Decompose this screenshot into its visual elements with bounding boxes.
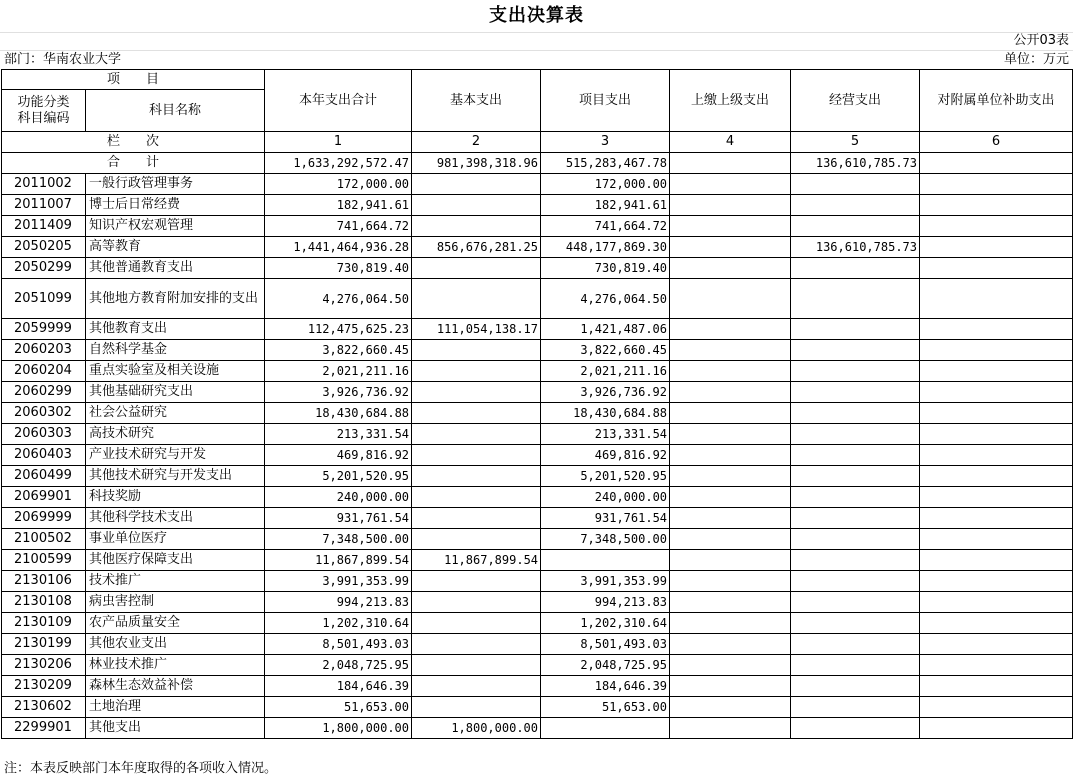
basic-header: 基本支出	[412, 70, 541, 132]
cell-upper	[670, 676, 791, 697]
cell-project: 994,213.83	[541, 592, 670, 613]
cell-name: 土地治理	[86, 697, 265, 718]
cell-total: 112,475,625.23	[265, 319, 412, 340]
cell-project: 182,941.61	[541, 195, 670, 216]
total-row-label: 合 计	[2, 153, 265, 174]
cell-total: 2,048,725.95	[265, 655, 412, 676]
cell-code: 2060204	[2, 361, 86, 382]
table-row	[2, 550, 1073, 571]
cell-basic	[412, 697, 541, 718]
cell-code: 2130199	[2, 634, 86, 655]
cell-code: 2051099	[2, 279, 86, 319]
cell-basic	[412, 655, 541, 676]
cell-name: 技术推广	[86, 571, 265, 592]
cell-subsidy	[920, 508, 1073, 529]
cell-business	[791, 592, 920, 613]
cell-business	[791, 195, 920, 216]
cell-code: 2060203	[2, 340, 86, 361]
cell-basic	[412, 403, 541, 424]
expenditure-table	[1, 69, 1073, 739]
cell-business	[791, 403, 920, 424]
cell-total: 11,867,899.54	[265, 550, 412, 571]
cell-project: 3,822,660.45	[541, 340, 670, 361]
cell-name: 知识产权宏观管理	[86, 216, 265, 237]
table-row	[2, 634, 1073, 655]
cell-business	[791, 676, 920, 697]
cell-basic	[412, 174, 541, 195]
cell-code: 2060303	[2, 424, 86, 445]
table-row	[2, 508, 1073, 529]
cell-project: 184,646.39	[541, 676, 670, 697]
total-header: 本年支出合计	[265, 70, 412, 132]
cell-basic	[412, 445, 541, 466]
cell-upper	[670, 634, 791, 655]
cell-business	[791, 424, 920, 445]
cell-project: 730,819.40	[541, 258, 670, 279]
col-num: 2	[412, 132, 541, 153]
cell-total: 1,800,000.00	[265, 718, 412, 739]
cell-project: 240,000.00	[541, 487, 670, 508]
cell-code: 2130602	[2, 697, 86, 718]
cell-total: 8,501,493.03	[265, 634, 412, 655]
cell-business	[791, 613, 920, 634]
cell-business	[791, 634, 920, 655]
cell-subsidy	[920, 445, 1073, 466]
cell-upper	[670, 153, 791, 174]
cell-code: 2050299	[2, 258, 86, 279]
cell-upper	[670, 466, 791, 487]
cell-project: 51,653.00	[541, 697, 670, 718]
cell-business	[791, 508, 920, 529]
cell-business	[791, 361, 920, 382]
cell-upper	[670, 237, 791, 258]
cell-subsidy	[920, 319, 1073, 340]
cell-name: 社会公益研究	[86, 403, 265, 424]
cell-total: 994,213.83	[265, 592, 412, 613]
cell-name: 其他普通教育支出	[86, 258, 265, 279]
table-row	[2, 529, 1073, 550]
cell-code: 2130109	[2, 613, 86, 634]
table-row	[2, 466, 1073, 487]
cell-code: 2059999	[2, 319, 86, 340]
cell-business	[791, 529, 920, 550]
cell-code: 2130209	[2, 676, 86, 697]
cell-business	[791, 174, 920, 195]
unit-label: 单位：万元	[1003, 52, 1069, 67]
cell-subsidy	[920, 571, 1073, 592]
cell-upper	[670, 195, 791, 216]
cell-code: 2299901	[2, 718, 86, 739]
cell-upper	[670, 655, 791, 676]
table-row	[2, 718, 1073, 739]
cell-upper	[670, 340, 791, 361]
cell-name: 其他医疗保障支出	[86, 550, 265, 571]
subject-name-header: 科目名称	[86, 90, 265, 132]
cell-business	[791, 216, 920, 237]
report-title: 支出决算表	[489, 5, 584, 26]
table-row	[2, 445, 1073, 466]
table-row	[2, 487, 1073, 508]
cell-subsidy	[920, 382, 1073, 403]
cell-upper	[670, 279, 791, 319]
table-row	[2, 340, 1073, 361]
cell-total: 4,276,064.50	[265, 279, 412, 319]
cell-total: 931,761.54	[265, 508, 412, 529]
cell-project: 1,202,310.64	[541, 613, 670, 634]
cell-upper	[670, 216, 791, 237]
cell-total: 3,822,660.45	[265, 340, 412, 361]
cell-upper	[670, 508, 791, 529]
cell-upper	[670, 403, 791, 424]
func-code-header: 功能分类 科目编码	[2, 90, 86, 132]
cell-subsidy	[920, 466, 1073, 487]
cell-code: 2011002	[2, 174, 86, 195]
cell-total: 18,430,684.88	[265, 403, 412, 424]
cell-upper	[670, 529, 791, 550]
cell-business	[791, 571, 920, 592]
cell-business	[791, 258, 920, 279]
cell-total: 5,201,520.95	[265, 466, 412, 487]
cell-basic	[412, 634, 541, 655]
cell-subsidy	[920, 279, 1073, 319]
cell-upper	[670, 424, 791, 445]
cell-code: 2011409	[2, 216, 86, 237]
cell-subsidy	[920, 195, 1073, 216]
cell-business	[791, 319, 920, 340]
cell-code: 2130206	[2, 655, 86, 676]
cell-subsidy	[920, 361, 1073, 382]
cell-project	[541, 550, 670, 571]
item-header: 项 目	[2, 70, 265, 90]
cell-code: 2069999	[2, 508, 86, 529]
cell-business	[791, 279, 920, 319]
cell-name: 博士后日常经费	[86, 195, 265, 216]
cell-project: 8,501,493.03	[541, 634, 670, 655]
cell-code: 2130106	[2, 571, 86, 592]
cell-basic: 1,800,000.00	[412, 718, 541, 739]
cell-business	[791, 466, 920, 487]
cell-subsidy	[920, 403, 1073, 424]
cell-project: 469,816.92	[541, 445, 670, 466]
cell-upper	[670, 550, 791, 571]
subsidy-header: 对附属单位补助支出	[920, 70, 1073, 132]
cell-upper	[670, 319, 791, 340]
cell-basic	[412, 571, 541, 592]
cell-basic	[412, 424, 541, 445]
cell-subsidy	[920, 340, 1073, 361]
table-row	[2, 571, 1073, 592]
cell-subsidy	[920, 592, 1073, 613]
cell-upper	[670, 487, 791, 508]
table-row	[2, 592, 1073, 613]
cell-basic	[412, 529, 541, 550]
col-num: 1	[265, 132, 412, 153]
table-row	[2, 697, 1073, 718]
cell-basic	[412, 195, 541, 216]
cell-total: 1,202,310.64	[265, 613, 412, 634]
cell-subsidy	[920, 676, 1073, 697]
cell-upper	[670, 592, 791, 613]
cell-basic	[412, 279, 541, 319]
cell-basic	[412, 382, 541, 403]
cell-basic: 981,398,318.96	[412, 153, 541, 174]
cell-name: 其他支出	[86, 718, 265, 739]
cell-subsidy	[920, 697, 1073, 718]
cell-total: 213,331.54	[265, 424, 412, 445]
cell-subsidy	[920, 424, 1073, 445]
table-row	[2, 361, 1073, 382]
cell-code: 2060299	[2, 382, 86, 403]
cell-business: 136,610,785.73	[791, 237, 920, 258]
cell-upper	[670, 571, 791, 592]
cell-total: 2,021,211.16	[265, 361, 412, 382]
cell-project	[541, 718, 670, 739]
cell-project: 741,664.72	[541, 216, 670, 237]
col-num: 4	[670, 132, 791, 153]
cell-upper	[670, 613, 791, 634]
table-row	[2, 403, 1073, 424]
cell-subsidy	[920, 550, 1073, 571]
cell-total: 172,000.00	[265, 174, 412, 195]
cell-business: 136,610,785.73	[791, 153, 920, 174]
cell-business	[791, 550, 920, 571]
cell-basic: 11,867,899.54	[412, 550, 541, 571]
cell-business	[791, 445, 920, 466]
cell-basic	[412, 676, 541, 697]
cell-total: 1,633,292,572.47	[265, 153, 412, 174]
cell-total: 3,926,736.92	[265, 382, 412, 403]
cell-code: 2060499	[2, 466, 86, 487]
business-header: 经营支出	[791, 70, 920, 132]
cell-total: 741,664.72	[265, 216, 412, 237]
project-header: 项目支出	[541, 70, 670, 132]
cell-name: 其他农业支出	[86, 634, 265, 655]
cell-code: 2060302	[2, 403, 86, 424]
cell-name: 重点实验室及相关设施	[86, 361, 265, 382]
cell-basic	[412, 361, 541, 382]
cell-code: 2100599	[2, 550, 86, 571]
cell-business	[791, 718, 920, 739]
cell-project: 3,926,736.92	[541, 382, 670, 403]
cell-code: 2011007	[2, 195, 86, 216]
cell-name: 高技术研究	[86, 424, 265, 445]
cell-subsidy	[920, 487, 1073, 508]
table-row	[2, 382, 1073, 403]
table-row	[2, 613, 1073, 634]
cell-name: 其他科学技术支出	[86, 508, 265, 529]
cell-basic	[412, 592, 541, 613]
cell-code: 2130108	[2, 592, 86, 613]
cell-subsidy	[920, 529, 1073, 550]
cell-business	[791, 697, 920, 718]
cell-upper	[670, 697, 791, 718]
cell-code: 2060403	[2, 445, 86, 466]
cell-upper	[670, 718, 791, 739]
upper-header: 上缴上级支出	[670, 70, 791, 132]
cell-code: 2100502	[2, 529, 86, 550]
cell-project: 2,021,211.16	[541, 361, 670, 382]
cell-project: 7,348,500.00	[541, 529, 670, 550]
cell-name: 其他基础研究支出	[86, 382, 265, 403]
cell-total: 3,991,353.99	[265, 571, 412, 592]
cell-total: 730,819.40	[265, 258, 412, 279]
table-row	[2, 279, 1073, 319]
cell-name: 林业技术推广	[86, 655, 265, 676]
cell-name: 事业单位医疗	[86, 529, 265, 550]
cell-project: 515,283,467.78	[541, 153, 670, 174]
cell-basic	[412, 258, 541, 279]
cell-basic: 856,676,281.25	[412, 237, 541, 258]
cell-basic: 111,054,138.17	[412, 319, 541, 340]
cell-subsidy	[920, 718, 1073, 739]
cell-code: 2069901	[2, 487, 86, 508]
cell-project: 931,761.54	[541, 508, 670, 529]
cell-project: 5,201,520.95	[541, 466, 670, 487]
cell-code: 2050205	[2, 237, 86, 258]
cell-subsidy	[920, 613, 1073, 634]
footnote: 注：本表反映部门本年度取得的各项收入情况。	[4, 761, 278, 776]
cell-upper	[670, 445, 791, 466]
cell-project: 18,430,684.88	[541, 403, 670, 424]
department-label: 部门：华南农业大学	[4, 52, 122, 67]
cell-subsidy	[920, 153, 1073, 174]
cell-subsidy	[920, 237, 1073, 258]
column-row-label: 栏 次	[2, 132, 265, 153]
cell-total: 1,441,464,936.28	[265, 237, 412, 258]
cell-name: 高等教育	[86, 237, 265, 258]
cell-project: 1,421,487.06	[541, 319, 670, 340]
cell-name: 病虫害控制	[86, 592, 265, 613]
cell-name: 农产品质量安全	[86, 613, 265, 634]
cell-subsidy	[920, 258, 1073, 279]
cell-upper	[670, 382, 791, 403]
cell-total: 182,941.61	[265, 195, 412, 216]
cell-total: 184,646.39	[265, 676, 412, 697]
table-row	[2, 258, 1073, 279]
cell-project: 172,000.00	[541, 174, 670, 195]
table-row	[2, 195, 1073, 216]
table-row	[2, 655, 1073, 676]
cell-project: 4,276,064.50	[541, 279, 670, 319]
cell-name: 科技奖励	[86, 487, 265, 508]
cell-project: 213,331.54	[541, 424, 670, 445]
cell-basic	[412, 613, 541, 634]
col-num: 5	[791, 132, 920, 153]
cell-name: 其他技术研究与开发支出	[86, 466, 265, 487]
table-row	[2, 216, 1073, 237]
cell-subsidy	[920, 634, 1073, 655]
table-row	[2, 319, 1073, 340]
cell-subsidy	[920, 174, 1073, 195]
cell-basic	[412, 216, 541, 237]
cell-total: 7,348,500.00	[265, 529, 412, 550]
cell-business	[791, 487, 920, 508]
col-num: 3	[541, 132, 670, 153]
cell-business	[791, 382, 920, 403]
cell-upper	[670, 361, 791, 382]
cell-name: 一般行政管理事务	[86, 174, 265, 195]
cell-business	[791, 655, 920, 676]
cell-basic	[412, 340, 541, 361]
table-row	[2, 676, 1073, 697]
cell-upper	[670, 258, 791, 279]
cell-upper	[670, 174, 791, 195]
cell-project: 448,177,869.30	[541, 237, 670, 258]
cell-subsidy	[920, 216, 1073, 237]
cell-subsidy	[920, 655, 1073, 676]
cell-total: 469,816.92	[265, 445, 412, 466]
cell-total: 51,653.00	[265, 697, 412, 718]
total-row	[2, 153, 1073, 174]
cell-name: 其他地方教育附加安排的支出	[86, 279, 265, 319]
cell-basic	[412, 466, 541, 487]
cell-name: 自然科学基金	[86, 340, 265, 361]
form-number: 公开03表	[1013, 33, 1069, 48]
cell-project: 2,048,725.95	[541, 655, 670, 676]
cell-name: 产业技术研究与开发	[86, 445, 265, 466]
cell-project: 3,991,353.99	[541, 571, 670, 592]
table-row	[2, 174, 1073, 195]
cell-basic	[412, 508, 541, 529]
col-num: 6	[920, 132, 1073, 153]
table-row	[2, 424, 1073, 445]
cell-name: 其他教育支出	[86, 319, 265, 340]
table-row	[2, 237, 1073, 258]
cell-basic	[412, 487, 541, 508]
cell-total: 240,000.00	[265, 487, 412, 508]
cell-business	[791, 340, 920, 361]
cell-name: 森林生态效益补偿	[86, 676, 265, 697]
